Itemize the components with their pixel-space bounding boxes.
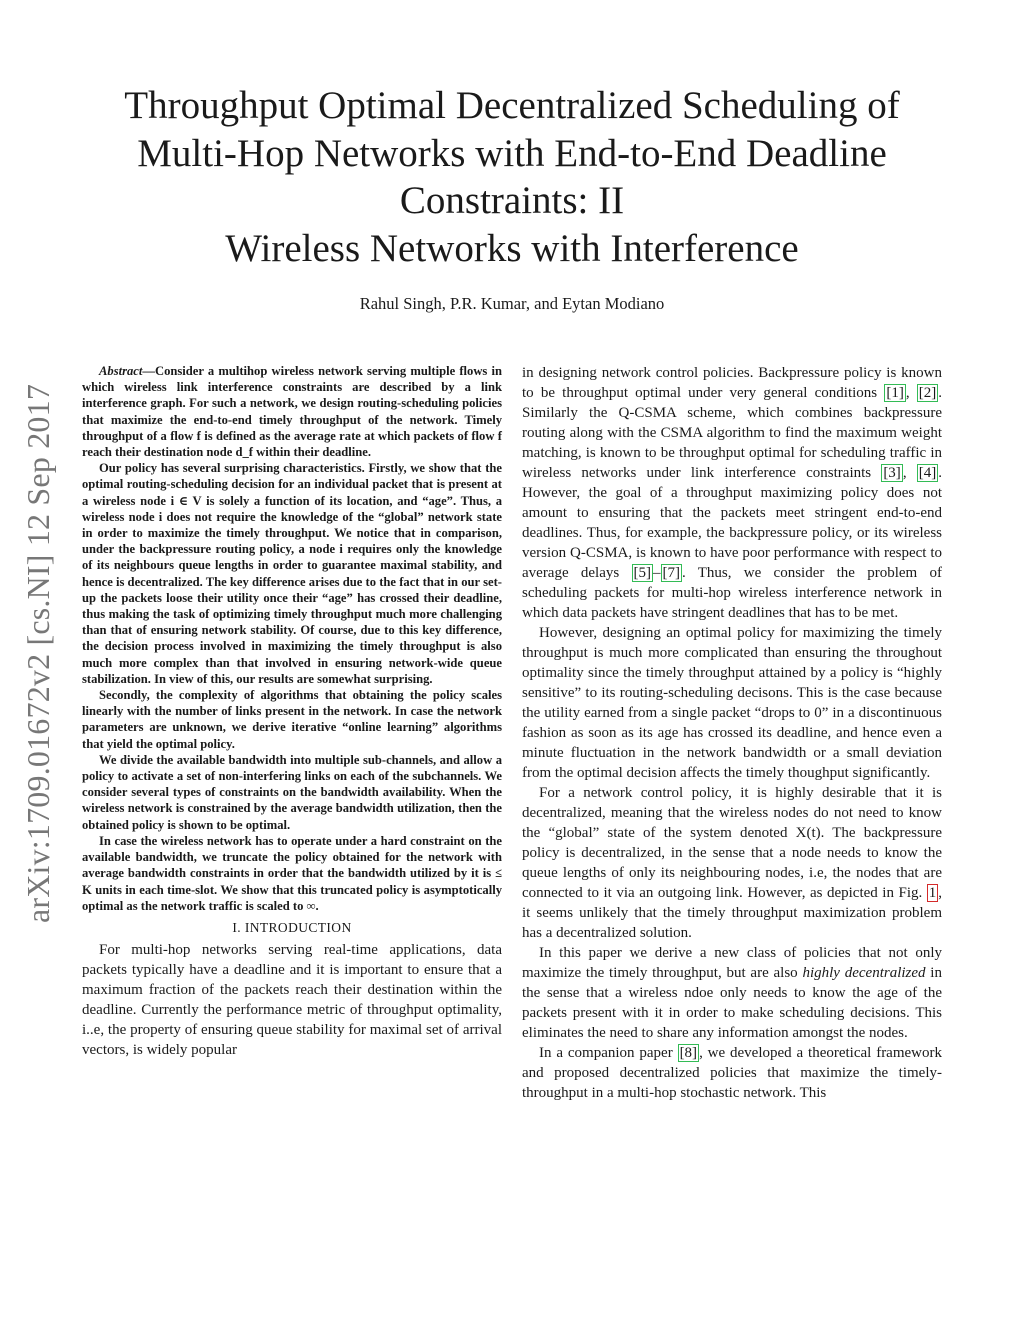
title-line-2: Multi-Hop Networks with End-to-End Deadline [137, 131, 887, 175]
authors: Rahul Singh, P.R. Kumar, and Eytan Modiano [359, 294, 665, 313]
abstract-paragraph-3: Secondly, the complexity of algorithms that obtaining the policy scales linearly with the number of links present in the network. In case the network parameters are unknown, we derive iterative “online learning” algorithms that yield the optimal policy. [82, 688, 502, 751]
citation-link[interactable]: [3] [883, 465, 901, 481]
text-run: , [902, 465, 917, 481]
figure-link[interactable]: 1 [928, 885, 937, 901]
text-run: In a companion paper [539, 1045, 678, 1061]
right-column [522, 363, 942, 1103]
abstract-paragraph-1 [82, 363, 502, 460]
citation-link[interactable]: [2] [918, 385, 937, 401]
abstract-paragraph-4: We divide the available bandwidth into multiple sub-channels, and allow a policy to activate a set of non-interfering links on each of the subchannels. We consider several types of constraints on the bandwidth availability. When the wireless network is constrained by the average bandwidth utilization, then the obtained policy is shown to be optimal. [82, 752, 502, 832]
right-paragraph-1 [522, 363, 942, 623]
emphasis: highly decentralized [802, 965, 926, 981]
title-line-4: Wireless Networks with Interference [225, 226, 799, 270]
introduction-body [82, 940, 502, 1060]
intro-paragraph-1: For multi-hop networks serving real-time applications, data packets typically have a deadline and it is important to ensure that a maximum fraction of the packets reach their destination within the deadline. Currently the performance metric of throughput optimality, i..e, the property of ensuring queue stability for maximal set of arrival vectors, is widely popular [82, 941, 502, 1058]
arxiv-identifier: arXiv:1709.01672v2 [cs.NI] 12 Sep 2017 [20, 383, 57, 923]
abstract-paragraph-2: Our policy has several surprising characteristics. Firstly, we show that the optimal routing-scheduling decision for an individual packet that is present at a wireless node i ∈ V is solely a function of its location, and “age”. Thus, a wireless node i does not require the knowledge of the “global” network state in order to maximize the timely throughput. We notice that in comparison, under the backpressure routing policy, a node i requires only the knowledge of its neighbours queue lengths in order to guarantee maximal stability, and hence is decentralized. The key difference arises due to the fact that in our set-up the packets loose their utility once their “age” has crossed their deadline, thus making the task of optimizing timely throughput much more challenging than that of ensuring network stability. Of course, due to this key difference, the decision process involved in maximizing the timely throughput is also much more complex than that involved in ensuring network-wide queue stabilization. In view of this, our results are somewhat surprising. [82, 461, 502, 686]
arxiv-stamp [6, 366, 72, 940]
right-paragraph-3 [522, 783, 942, 943]
abstract-label: Abstract [99, 364, 143, 378]
citation-link[interactable]: [4] [918, 465, 937, 481]
text-run: in designing network control policies. Backpressure policy is known to be throughput optimal under very general conditions [522, 365, 942, 401]
text-run: . However, the goal of a throughput maximizing policy does not amount to ensuring that the packets meet stringent end-to-end deadlines. Thus, for example, the backpressure policy, or its wireless version Q-CSMA, is known to have poor performance with respect to average delays [522, 465, 942, 581]
abstract [82, 363, 502, 914]
text-run: , it seems unlikely that the timely throughput maximization problem has a decentralized solution. [522, 885, 942, 941]
text-run: , [905, 385, 917, 401]
right-paragraph-5 [522, 1043, 942, 1103]
text-run: . Similarly the Q-CSMA scheme, which combines backpressure routing along with the CSMA algorithm to find the maximum weight matching, is known to be throughput optimal for scheduling traffic in wireless networks under link interference constraints [522, 385, 943, 481]
text-run: . Thus, we consider the problem of scheduling packets for multi-hop wireless interference network in which data packets have stringent deadlines that has to be met. [522, 565, 942, 621]
paper-title [80, 82, 944, 272]
text-run: in the sense that a wireless ndoe only needs to know the age of the packets present with it in order to make scheduling decisions. This eliminates the need to share any information amongst the nodes. [522, 965, 942, 1041]
abstract-paragraph-5: In case the wireless network has to operate under a hard constraint on the available bandwidth, we truncate the policy obtained for the network with average bandwidth constraints in order that the bandwidth utilized by it is ≤ K units in each time-slot. We show that this truncated policy is asymptotically optimal as the network traffic is scaled to ∞. [82, 833, 502, 913]
abstract-text-1: —Consider a multihop wireless network serving multiple flows in which wireless link interference constraints are described by a link interference graph. For such a network, we design routing-scheduling policies that maximize the end-to-end timely throughput of the network. Timely throughput of a flow f is defined as the average rate at which packets of flow f reach their destination node d_f within their deadline. [82, 364, 502, 460]
text-run: For a network control policy, it is highly desirable that it is decentralized, meaning that the wireless nodes do not need to know the “global” state of the system denoted X(t). The backpressure policy is decentralized, in the sense that a node needs to know the queue lengths of only its neighbouring nodes, i.e, the nodes that are connected to it via an outgoing link. However, as depicted in Fig. [522, 785, 942, 901]
citation-link[interactable]: [8] [679, 1045, 698, 1061]
title-line-3: Constraints: II [399, 179, 625, 222]
text-run: In this paper we derive a new class of policies that not only maximize the timely throughput, but are also [522, 945, 942, 981]
citation-link[interactable]: [7] [662, 565, 680, 581]
text-run: , we developed a theoretical framework and proposed decentralized policies that maximize the timely-throughput in a multi-hop stochastic network. This [522, 1045, 942, 1101]
section-heading-introduction: I. INTRODUCTION [232, 919, 352, 935]
left-column [82, 363, 502, 1060]
right-paragraph-2: However, designing an optimal policy for maximizing the timely throughput is much more complicated than ensuring the throughout optimality since the timely throughput attained by a policy is “highly sensitive” to its routing-scheduling decisons. This is the case because the utility earned from a single packet “drops to 0” in a discontinuous fashion as soon as its age has crossed its deadline, and hence even a minute fluctuation in the network bandwidth or a small deviation from the optimal decision affects the timely thoughput significantly. [522, 625, 942, 781]
citation-link[interactable]: [1] [886, 385, 904, 401]
citation-link[interactable]: [5] [633, 565, 651, 581]
right-paragraph-4 [522, 943, 942, 1043]
text-run: – [653, 565, 661, 581]
title-line-1: Throughput Optimal Decentralized Scheduling of [124, 84, 900, 127]
